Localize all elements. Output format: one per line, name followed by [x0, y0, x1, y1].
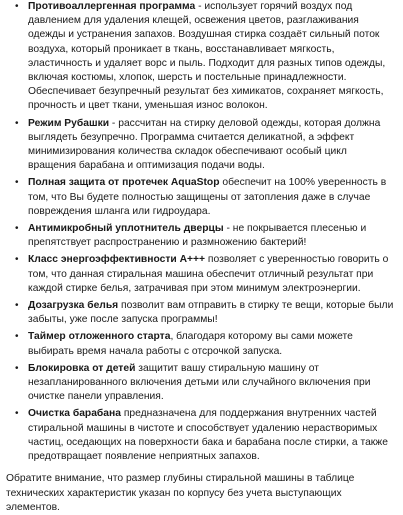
feature-list — [6, 0, 397, 464]
feature-term: Дозагрузка белья — [28, 300, 119, 312]
bullet-icon: • — [15, 117, 19, 129]
feature-text: обеспечит на 100% уверенность в том, что Вы будете полностью защищены от затопления даже в случае повреждения шланга или гидроудара. — [28, 177, 387, 217]
bullet-icon: • — [15, 331, 19, 343]
feature-text: - рассчитан на стирку деловой одежды, которая должна выглядеть безупречно. Программа считается деликатной, а эффект минимизирования количества складок обеспечивают особый цикл вращения барабана и оптимизация подачи воды. — [28, 117, 381, 172]
feature-term: Класс энергоэффективности A+++ — [28, 254, 206, 266]
feature-item — [15, 176, 397, 219]
feature-term: Антимикробный уплотнитель дверцы — [28, 223, 224, 235]
bullet-icon: • — [15, 254, 19, 266]
bullet-icon: • — [15, 408, 19, 420]
feature-item — [15, 222, 397, 250]
feature-term: Режим Рубашки — [28, 117, 110, 129]
feature-item — [15, 330, 397, 358]
feature-text: , благодаря которому вы сами можете выбирать время начала работы с отсрочкой запуска. — [28, 331, 353, 357]
feature-text: защитит вашу стиральную машину от незапланированного включения детьми или случайного включения при очистке панели управления. — [28, 362, 371, 403]
feature-item — [15, 362, 397, 405]
feature-term: Противоаллергенная программа — [28, 1, 196, 12]
feature-text: позволит вам отправить в стирку те вещи, которые были забыты, уже после запуска программы! — [28, 300, 394, 326]
bullet-icon: • — [15, 300, 19, 312]
feature-text: позволяет с уверенностью говорить о том, что данная стиральная машина обеспечит отличный результат при каждой стирке белья, затрачивая при этом минимум электроэнергии. — [28, 254, 389, 294]
feature-text: предназначена для поддержания внутренних частей стиральной машины в чистоте и способствует удалению нерастворимых частиц, оседающих на поверхности бака и барабана после стирки, а также предотвращает появление неприятных запахов. — [28, 408, 388, 463]
bullet-icon: • — [15, 362, 19, 374]
feature-term: Очистка барабана — [28, 408, 121, 420]
feature-item — [15, 0, 397, 114]
feature-text: - использует горячий воздух под давлением для удаления клещей, освежения цветов, разглаживания одежды и устранения запахов. Воздушная стирка создаёт сильный поток воздуха, который проникает в ткань, восстанавливает мягкость, эластичность и удаляет ворс и пыль. Подходит для разных типов одежды, включая костюмы, хлопок, шерсть и постельные принадлежности. Обеспечивает безупречный результат без химикатов, сохраняет мягкость, прочность и цвет ткани, уменьшая износ волокон. — [28, 1, 386, 112]
feature-item — [15, 299, 397, 327]
feature-term: Полная защита от протечек AquaStop — [28, 177, 220, 189]
feature-item — [15, 407, 397, 464]
feature-term: Блокировка от детей — [28, 362, 136, 374]
bullet-icon: • — [15, 177, 19, 189]
bullet-icon: • — [15, 223, 19, 235]
feature-item — [15, 253, 397, 296]
bullet-icon: • — [15, 1, 19, 12]
feature-item — [15, 117, 397, 174]
feature-text: - не покрывается плесенью и препятствует распространению и размножению бактерий! — [28, 223, 367, 249]
dimension-note: Обратите внимание, что размер глубины стиральной машины в таблице технических характеристик указан по корпусу без учета выступающих элементов. — [6, 473, 355, 513]
feature-term: Таймер отложенного старта — [28, 331, 171, 343]
